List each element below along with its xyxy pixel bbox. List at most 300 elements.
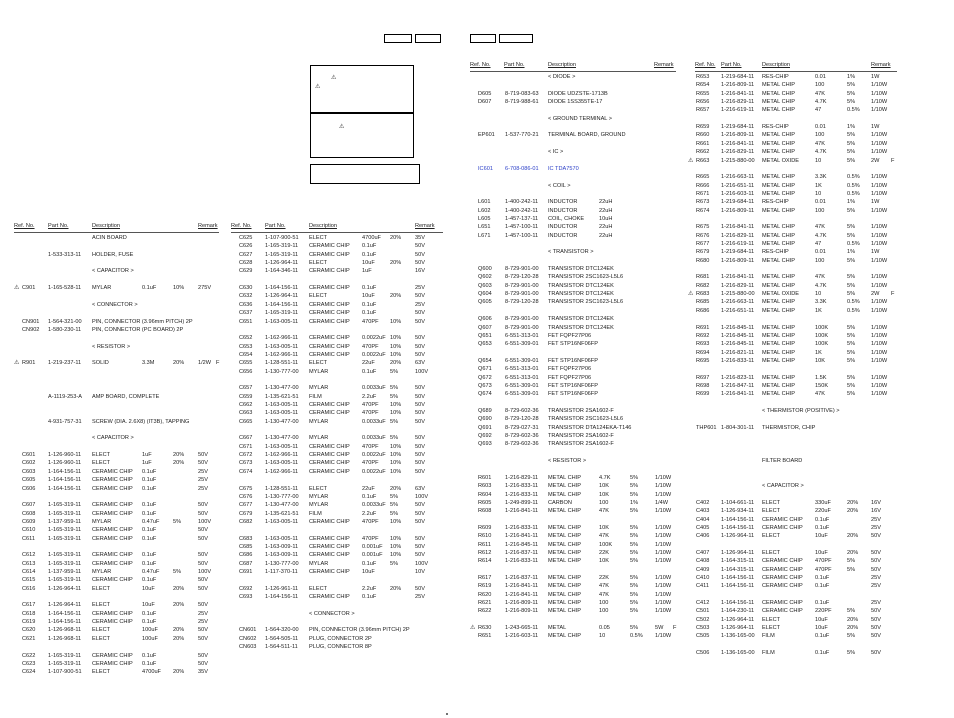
part-no: 1-126-964-11 (721, 533, 755, 540)
value: 0.1uF (142, 660, 157, 667)
tolerance: 20% (173, 627, 185, 634)
value: 0.1uF (815, 516, 830, 523)
tolerance: 5% (630, 625, 639, 632)
ref-no: CN901 (22, 318, 40, 325)
description: ACIN BOARD (92, 235, 127, 241)
description: CERAMIC CHIP (309, 351, 350, 358)
part-no: 8-729-120-28 (505, 416, 539, 423)
part-no: 1-163-005-11 (265, 460, 299, 467)
value: 10K (599, 491, 609, 498)
value: 100uF (142, 635, 158, 642)
part-no: 1-164-156-11 (721, 524, 755, 531)
rating: 1W (871, 249, 880, 256)
ref-no: R677 (696, 241, 710, 247)
part-no: 6-551-313-01 (505, 332, 539, 339)
value: 100 (815, 132, 825, 139)
part-no: 1-216-845-11 (505, 541, 539, 548)
part-no: 1-164-156-11 (48, 485, 82, 492)
ref-no: R697 (696, 374, 710, 381)
remark: F (891, 157, 895, 164)
part-no: 1-126-964-11 (265, 260, 299, 267)
description: AMP BOARD, COMPLETE (92, 393, 160, 400)
value: 0.0022uF (362, 452, 386, 459)
part-no: 1-580-230-11 (48, 326, 82, 333)
ref-no: C626 (239, 243, 253, 250)
tolerance: 0.5% (847, 190, 860, 197)
description: CERAMIC CHIP (92, 619, 133, 626)
value: 1uF (142, 460, 152, 467)
remark: F (891, 291, 895, 298)
part-no: 1-564-511-11 (265, 644, 298, 651)
ref-no: Q605 (478, 299, 492, 306)
tolerance: 5% (847, 274, 856, 281)
ref-no: EP601 (478, 132, 495, 139)
value: 22K (599, 575, 609, 581)
rating: 1/10W (655, 508, 672, 515)
part-no: 1-243-665-11 (505, 625, 539, 632)
ref-no: R619 (478, 583, 492, 590)
ref-no: Q673 (478, 382, 492, 389)
description: RES-CHIP (762, 249, 789, 256)
part-no: 1-216-841-11 (721, 274, 755, 281)
warning-notice-box-3 (310, 164, 420, 184)
tolerance: 0.5% (847, 182, 860, 189)
rating: 50V (871, 616, 881, 623)
ref-no: R604 (478, 491, 492, 498)
description: RES-CHIP (762, 74, 789, 80)
description: DIODE 1SS355TE-17 (548, 99, 603, 106)
ref-no: C692 (239, 585, 253, 592)
ref-no: R651 (478, 633, 492, 640)
value: 22K (599, 549, 609, 556)
description: TRANSISTOR 2SC1623-L5L6 (548, 299, 624, 306)
description: METAL CHIP (762, 149, 795, 156)
part-no: 1-564-320-00 (265, 627, 299, 634)
header-description: Description (762, 62, 790, 68)
tolerance: 5% (630, 533, 639, 540)
ref-no: CN902 (22, 326, 40, 333)
value: 10 (815, 190, 822, 197)
ref-no: R698 (696, 382, 710, 389)
description: CERAMIC CHIP (309, 402, 350, 408)
rating: 1/10W (871, 132, 888, 139)
rating: 1/10W (655, 483, 672, 490)
tolerance: 5% (630, 558, 639, 565)
value: 470PF (815, 566, 832, 573)
part-no: 1-164-156-11 (48, 468, 82, 475)
rating: 25V (198, 619, 208, 626)
ref-no: R620 (478, 591, 492, 598)
header-remark: Remark (415, 223, 435, 229)
ref-no: R663 (696, 157, 710, 164)
part-no: 8-729-901-00 (505, 282, 539, 289)
part-no: 1-216-837-11 (505, 575, 539, 581)
part-no: 1-137-959-11 (48, 569, 82, 575)
description: < GROUND TERMINAL > (548, 115, 613, 122)
part-no: 1-216-619-11 (721, 107, 755, 114)
ref-no: R695 (696, 357, 710, 364)
rating: 1/10W (871, 382, 888, 389)
description: CERAMIC CHIP (762, 583, 803, 590)
ref-no: R610 (478, 533, 492, 540)
rating: 1/10W (871, 99, 888, 106)
description: CERAMIC CHIP (309, 301, 350, 308)
part-no: 1-219-684-11 (721, 199, 755, 206)
value: 0.47uF (142, 569, 160, 575)
rating: 50V (415, 502, 425, 509)
description: METAL CHIP (762, 307, 795, 314)
ref-no: Q690 (478, 416, 492, 423)
value: 10uF (142, 585, 155, 592)
description: FET STP16NF06FP (548, 357, 598, 364)
part-no: 1-104-661-11 (721, 499, 755, 506)
description: ELECT (309, 585, 328, 592)
tolerance: 20% (173, 585, 185, 592)
part-no: 1-163-005-11 (265, 518, 299, 525)
value: 3.3M (142, 360, 155, 367)
description: METAL OXIDE (762, 291, 799, 298)
value: 0.001uF (362, 552, 383, 559)
part-no: 1-216-833-11 (505, 483, 539, 490)
rating: 50V (415, 435, 425, 442)
part-no: 1-400-242-11 (505, 199, 539, 206)
part-no: 1-216-809-11 (721, 132, 755, 139)
value: 470PF (362, 410, 379, 417)
rating: 1/10W (871, 282, 888, 289)
part-no: 1-457-100-11 (505, 232, 539, 239)
value: 2.2uF (362, 393, 377, 400)
value: 10uF (815, 625, 828, 632)
ref-no: R657 (696, 107, 710, 114)
ref-no: C611 (22, 535, 35, 542)
tolerance: 5% (847, 140, 856, 147)
value: 0.0022uF (362, 351, 386, 358)
value: 1uF (142, 452, 152, 459)
description: RES-CHIP (762, 124, 789, 131)
value: 0.1uF (142, 527, 157, 534)
part-no: 1-165-319-11 (48, 660, 82, 667)
description: CERAMIC CHIP (309, 518, 350, 525)
header-rule (695, 71, 897, 72)
rating: 63V (415, 360, 425, 367)
tolerance: 20% (847, 549, 859, 556)
part-no: A-1119-253-A (48, 393, 82, 400)
value: 2.2uF (362, 510, 377, 517)
description: INDUCTOR (548, 232, 578, 239)
value: 10 (815, 291, 822, 298)
part-no: 1-216-603-11 (505, 633, 539, 640)
description: RES-CHIP (762, 199, 789, 206)
ref-no: Q692 (478, 433, 492, 440)
tolerance: 5% (390, 560, 399, 567)
part-no: 1-216-651-11 (721, 307, 755, 314)
tolerance: 5% (847, 558, 856, 565)
value: 3.3K (815, 299, 827, 306)
tolerance: 5% (847, 633, 856, 640)
value: 0.1uF (362, 493, 377, 500)
description: ELECT (762, 533, 781, 540)
part-no: 8-729-602-36 (505, 408, 539, 414)
rating: 25V (871, 600, 881, 607)
part-no: 6-551-309-01 (505, 382, 539, 389)
value: 0.1uF (362, 301, 377, 308)
part-no: 1-164-156-11 (721, 516, 755, 523)
part-no: 1-164-156-11 (265, 301, 299, 308)
rating: 50V (871, 625, 881, 632)
part-no: 1-165-528-11 (48, 285, 82, 292)
ref-no: C601 (22, 452, 36, 459)
ref-no: C406 (696, 533, 710, 540)
ref-no: R612 (478, 549, 492, 556)
tolerance: 0.5% (847, 107, 860, 114)
value: 100K (599, 541, 613, 548)
part-no: 1-804-301-11 (721, 424, 755, 431)
tolerance: 20% (847, 616, 859, 623)
ref-no: C629 (239, 268, 253, 275)
description: MYLAR (309, 493, 329, 500)
rating: 1/10W (655, 549, 672, 556)
part-no: 1-216-663-11 (721, 174, 755, 181)
rating: 1/10W (871, 140, 888, 147)
value: 0.0022uF (362, 335, 386, 342)
part-no: 1-216-829-11 (505, 474, 539, 481)
ref-no: C606 (22, 485, 36, 492)
value: 10K (815, 357, 825, 364)
ref-no: C657 (239, 385, 253, 392)
description: FET STP16NF06FP (548, 391, 598, 398)
value: 10uF (815, 616, 828, 623)
rating: 50V (415, 260, 425, 267)
value: 0.1uF (815, 524, 830, 531)
ref-no: C667 (239, 435, 253, 442)
rating: 1/10W (871, 391, 888, 398)
tolerance: 5% (390, 510, 399, 517)
value: 0.1uF (142, 468, 157, 475)
rating: 50V (415, 585, 425, 592)
value: 22uH (599, 232, 613, 239)
part-no: 1-126-960-11 (48, 460, 82, 467)
tolerance: 10% (390, 443, 402, 450)
tolerance: 5% (847, 207, 856, 214)
description: MYLAR (309, 418, 329, 425)
value: 2.2uF (362, 585, 377, 592)
part-no: 1-216-841-11 (721, 140, 755, 147)
description: < THERMISTOR (POSITIVE) > (762, 408, 840, 414)
value: 10K (599, 558, 609, 565)
description: CERAMIC CHIP (762, 575, 803, 581)
value: 0.01 (815, 199, 826, 206)
value: 100 (599, 600, 609, 607)
tolerance: 1% (847, 124, 856, 131)
warning-icon: ⚠ (688, 291, 694, 298)
tolerance: 10% (390, 518, 402, 525)
part-no: 1-564-321-00 (48, 318, 82, 325)
tolerance: 5% (630, 491, 639, 498)
part-no: 1-216-845-11 (721, 324, 755, 331)
description: METAL CHIP (548, 524, 581, 531)
ref-no: R660 (696, 132, 710, 139)
description: CERAMIC CHIP (92, 610, 133, 617)
description: PLUG, CONNECTOR 8P (309, 644, 372, 651)
description: < CONNECTOR > (92, 301, 138, 308)
description: FILM (309, 393, 322, 400)
part-no: 1-216-833-11 (505, 558, 539, 565)
part-no: 6-551-309-01 (505, 391, 539, 398)
ref-no: R693 (696, 341, 710, 348)
ref-no: R674 (696, 207, 710, 214)
rating: 50V (415, 443, 425, 450)
description: IC TDA7570 (548, 165, 579, 172)
description: METAL CHIP (548, 558, 581, 565)
description: PLUG, CONNECTOR 2P (309, 635, 372, 642)
description: METAL CHIP (762, 391, 795, 398)
value: 0.1uF (142, 552, 157, 559)
tolerance: 20% (390, 260, 402, 267)
part-no: 1-216-809-11 (505, 600, 539, 607)
ref-no: C676 (239, 493, 253, 500)
warning-icon: ⚠ (331, 75, 337, 81)
description: CERAMIC CHIP (762, 566, 803, 573)
description: ELECT (92, 627, 111, 634)
value: 470PF (362, 535, 379, 542)
value: 0.05 (599, 625, 610, 632)
ref-no: C617 (22, 602, 36, 609)
part-no: 1-165-319-11 (48, 502, 82, 509)
part-no: 6-708-086-01 (505, 165, 539, 172)
value: 0.1uF (815, 583, 830, 590)
ref-no: R603 (478, 483, 492, 490)
warning-icon: ⚠ (14, 285, 20, 292)
ref-no: C620 (22, 627, 36, 634)
tolerance: 5% (630, 483, 639, 490)
value: 1.5K (815, 374, 827, 381)
part-no: 6-551-313-01 (505, 374, 539, 381)
rating: 25V (198, 485, 208, 492)
rating: 50V (871, 633, 881, 640)
part-no: 1-216-833-11 (505, 491, 539, 498)
part-no: 1-216-823-11 (721, 374, 755, 381)
value: 47K (815, 391, 825, 398)
rating: 50V (198, 510, 208, 517)
part-no: 1-126-964-11 (721, 616, 755, 623)
warning-icon: ⚠ (688, 157, 694, 164)
value: 0.1uF (362, 285, 377, 292)
part-no: 8-729-027-31 (505, 424, 539, 431)
rating: 25V (415, 285, 425, 292)
tolerance: 10% (390, 351, 402, 358)
description: CERAMIC CHIP (309, 468, 350, 475)
part-no: 1-164-315-11 (721, 558, 755, 565)
rating: 50V (198, 502, 208, 509)
part-no: 1-130-777-00 (265, 560, 299, 567)
description: FILM (762, 633, 775, 640)
tolerance: 20% (173, 602, 185, 609)
description: METAL OXIDE (762, 157, 799, 164)
part-no: 1-162-966-11 (265, 351, 299, 358)
tolerance: 20% (847, 508, 859, 515)
value: 220PF (815, 608, 832, 615)
warning-icon: ⚠ (339, 124, 345, 130)
ref-no: R901 (22, 360, 36, 367)
value: 0.1uF (362, 560, 377, 567)
part-no: 8-729-602-36 (505, 433, 539, 440)
value: 22uH (599, 199, 613, 206)
rating: 25V (415, 594, 425, 601)
value: 470PF (362, 343, 379, 350)
ref-no: Q691 (478, 424, 492, 431)
value: 4.7K (815, 149, 827, 156)
description: < DIODE > (548, 74, 576, 80)
value: 100 (815, 207, 825, 214)
value: 0.1uF (142, 619, 157, 626)
rating: 1/10W (655, 608, 672, 615)
part-no: 1-216-603-11 (721, 190, 755, 197)
part-no: 8-729-602-36 (505, 441, 539, 448)
rating: 25V (198, 610, 208, 617)
rating: 100V (198, 518, 212, 525)
description: < CAPACITOR > (92, 268, 134, 275)
warning-icon: ⚠ (470, 625, 476, 632)
value: 0.0022uF (362, 468, 386, 475)
description: TRANSISTOR 2SC1623-L5L6 (548, 416, 624, 423)
value: 470PF (815, 558, 832, 565)
description: SCREW (DIA. 2.6X8) (IT3B), TAPPING (92, 418, 190, 425)
value: 0.1uF (142, 285, 157, 292)
rating: 100V (198, 569, 212, 575)
ref-no: C653 (239, 343, 253, 350)
ref-no: C693 (239, 594, 253, 601)
part-no: 1-107-900-51 (48, 669, 82, 676)
value: 330uF (815, 499, 831, 506)
description: ELECT (92, 585, 111, 592)
part-no: 8-729-901-00 (505, 291, 539, 298)
ref-no: R621 (478, 600, 492, 607)
rating: 50V (198, 460, 208, 467)
rating: 50V (198, 602, 208, 609)
ref-no: C685 (239, 543, 253, 550)
header-part-no: Part No. (48, 223, 69, 229)
ref-no: C502 (696, 616, 710, 623)
ref-no: C624 (22, 669, 36, 676)
ref-no: R659 (696, 124, 710, 131)
rating: 1/10W (871, 324, 888, 331)
ref-no: R682 (696, 282, 710, 289)
tolerance: 10% (390, 535, 402, 542)
description: METAL CHIP (762, 107, 795, 114)
part-no: 1-163-005-11 (265, 343, 299, 350)
description: INDUCTOR (548, 224, 578, 231)
value: 470PF (362, 402, 379, 408)
description: CERAMIC CHIP (92, 560, 133, 567)
tolerance: 0.5% (630, 633, 643, 640)
description: CERAMIC CHIP (92, 468, 133, 475)
rating: 50V (415, 385, 425, 392)
rating: 1/10W (871, 90, 888, 97)
tolerance: 5% (173, 569, 182, 575)
description: ELECT (92, 460, 111, 467)
value: 470PF (362, 518, 379, 525)
description: METAL CHIP (548, 533, 581, 540)
rating: 50V (871, 533, 881, 540)
ref-no: R661 (696, 140, 710, 147)
tolerance: 5% (390, 435, 399, 442)
value: 0.1uF (142, 577, 157, 584)
part-no: 1-219-684-11 (721, 124, 755, 131)
ref-no: C662 (239, 402, 253, 408)
description: ELECT (92, 669, 111, 676)
ref-no: L601 (478, 199, 491, 206)
description: ELECT (762, 508, 781, 515)
